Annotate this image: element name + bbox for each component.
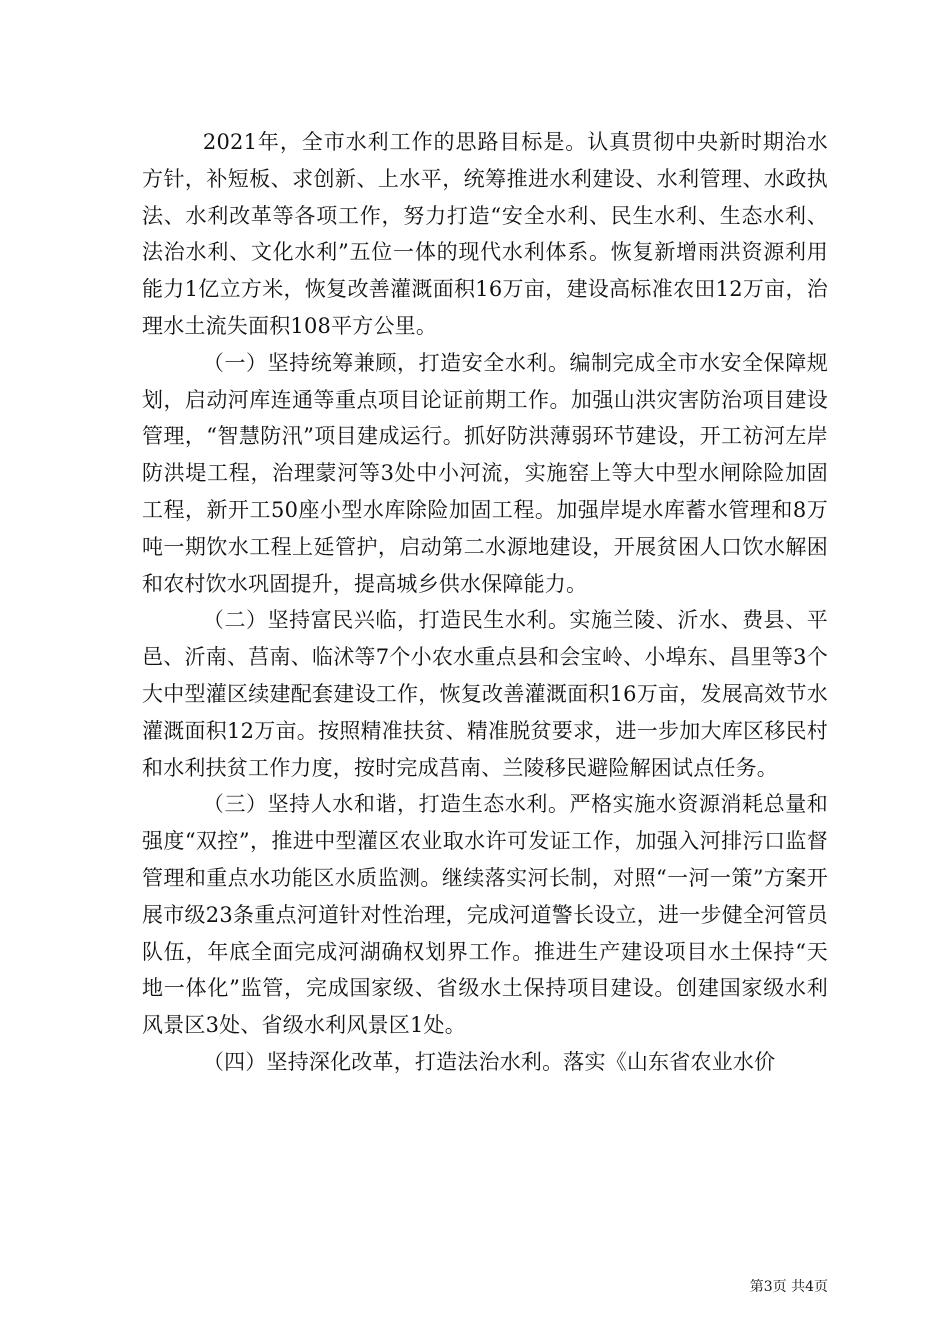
paragraph-rule-of-law-water: （四）坚持深化改革，打造法治水利。落实《山东省农业水价 <box>202 1049 776 1074</box>
paragraph-goals: 2021年，全市水利工作的思路目标是。认真贯彻中央新时期治水方针，补短板、求创新、上水平，统筹推进水利建设、水利管理、水政执法、水利改革等各项工作，努力打造“安全水利、民生水利、生态水利、法治水利、文化水利”五位一体的现代水利体系。恢复新增雨洪资源利用能力1亿立方米，恢复改善灌溉面积16万亩，建设高标准农田12万亩，治理水土流失面积108平方公里。 <box>142 130 828 338</box>
page-number: 第3页 共4页 <box>749 1279 828 1295</box>
paragraph-ecological-water: （三）坚持人水和谐，打造生态水利。严格实施水资源消耗总量和强度“双控”，推进中型灌区农业取水许可发证工作，加强入河排污口监督管理和重点水功能区水质监测。继续落实河长制，对照“一河一策”方案开展市级23条重点河道针对性治理，完成河道警长设立，进一步健全河管员队伍，年底全面完成河湖确权划界工作。推进生产建设项目水土保持“天地一体化”监管，完成国家级、省级水土保持项目建设。创建国家级水利风景区3处、省级水利风景区1处。 <box>142 792 828 1038</box>
paragraph-safety-water: （一）坚持统筹兼顾，打造安全水利。编制完成全市水安全保障规划，启动河库连通等重点项目论证前期工作。加强山洪灾害防治项目建设管理，“智慧防汛”项目建成运行。抓好防洪薄弱环节建设，开工祊河左岸防洪堤工程，治理蒙河等3处中小河流，实施窑上等大中型水闸除险加固工程，新开工50座小型水库除险加固工程。加强岸堤水库蓄水管理和8万吨一期饮水工程上延管护，启动第二水源地建设，开展贫困人口饮水解困和农村饮水巩固提升，提高城乡供水保障能力。 <box>142 350 828 596</box>
paragraph-livelihood-water: （二）坚持富民兴临，打造民生水利。实施兰陵、沂水、费县、平邑、沂南、莒南、临沭等7个小农水重点县和会宝岭、小埠东、昌里等3个大中型灌区续建配套建设工作，恢复改善灌溉面积16万亩，发展高效节水灌溉面积12万亩。按照精准扶贫、精准脱贫要求，进一步加大库区移民村和水利扶贫工作力度，按时完成莒南、兰陵移民避险解困试点任务。 <box>142 608 828 780</box>
document-body <box>142 124 828 1081</box>
